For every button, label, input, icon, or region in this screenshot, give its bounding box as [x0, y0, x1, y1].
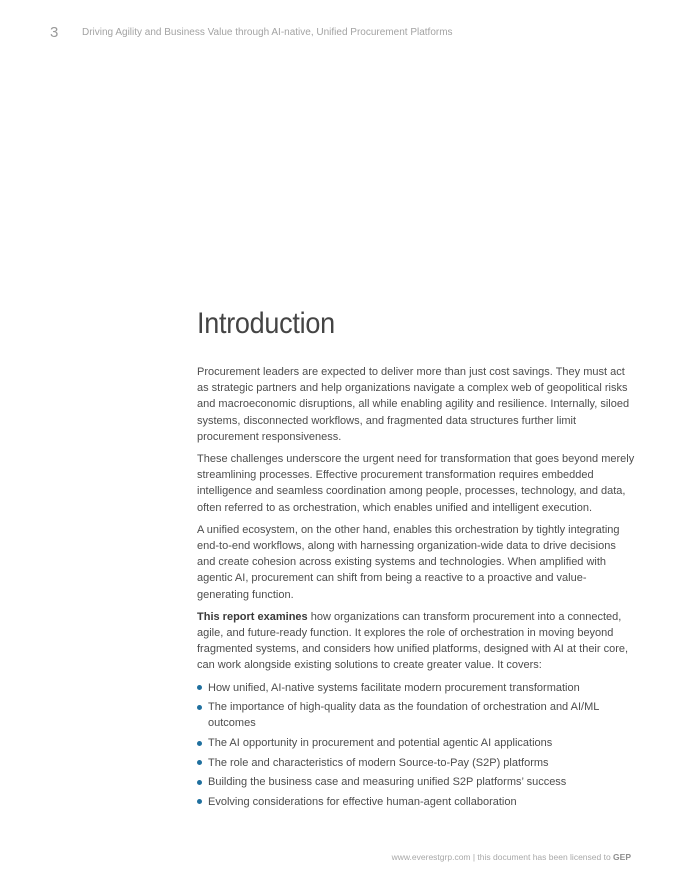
- intro-paragraph-2: These challenges underscore the urgent need for transformation that goes beyond merely streamlining processes. Effective procurement transformation requires embedded intelligence and seamless coordination among people, processes, technology, and data, often referred to as orchestration, which enables unified and intelligent execution.: [197, 453, 635, 514]
- list-item-text: Building the business case and measuring unified S2P platforms’ success: [208, 776, 567, 789]
- list-item: [197, 699, 637, 731]
- footer-license: [392, 852, 631, 862]
- bullet-icon: [197, 685, 202, 690]
- bullet-icon: [197, 799, 202, 804]
- report-scope-paragraph: [197, 609, 637, 674]
- list-item-text: The role and characteristics of modern Source-to-Pay (S2P) platforms: [208, 756, 549, 769]
- list-item: [197, 794, 637, 810]
- list-item-text: The AI opportunity in procurement and potential agentic AI applications: [208, 737, 553, 750]
- list-item: [197, 680, 637, 696]
- list-item-text: Evolving considerations for effective human-agent collaboration: [208, 795, 517, 808]
- report-lead-text: This report examines: [197, 610, 308, 623]
- list-item-text: How unified, AI-native systems facilitate modern procurement transformation: [208, 681, 580, 694]
- bullet-icon: [197, 780, 202, 785]
- page-number: 3: [50, 24, 59, 41]
- licensee-name: GEP: [613, 852, 631, 862]
- report-body-text: how organizations can transform procurement into a connected, agile, and future-ready function. It explores the role of orchestration in moving beyond fragmented systems, and considers how unified platforms, designed with AI at their core, can work alongside existing solutions to create greater value. It covers:: [197, 610, 629, 672]
- running-header-title: Driving Agility and Business Value through AI-native, Unified Procurement Platforms: [82, 27, 453, 38]
- list-item: [197, 755, 637, 771]
- bullet-icon: [197, 760, 202, 765]
- list-item: [197, 735, 637, 751]
- introduction-section: [197, 306, 637, 813]
- coverage-list: [197, 680, 637, 810]
- bullet-icon: [197, 741, 202, 746]
- list-item-text: The importance of high-quality data as the foundation of orchestration and AI/ML outcomes: [208, 701, 599, 730]
- list-item: [197, 774, 637, 790]
- footer-text: www.everestgrp.com | this document has been licensed to: [391, 852, 614, 862]
- intro-paragraph-3: A unified ecosystem, on the other hand, enables this orchestration by tightly integrating end-to-end workflows, along with harnessing organization-wide data to drive decisions and create cohesion across existing systems and technologies. When amplified with agentic AI, procurement can shift from being a reactive to a proactive and value-generating function.: [197, 523, 620, 601]
- bullet-icon: [197, 705, 202, 710]
- section-title: Introduction: [197, 307, 335, 340]
- intro-paragraph-1: Procurement leaders are expected to deliver more than just cost savings. They must act as strategic partners and help organizations navigate a complex web of geopolitical risks and macroeconomic disruptions, all while enabling agility and resilience. Internally, siloed systems, disconnected workflows, and fragmented data structures further limit procurement responsiveness.: [197, 366, 630, 443]
